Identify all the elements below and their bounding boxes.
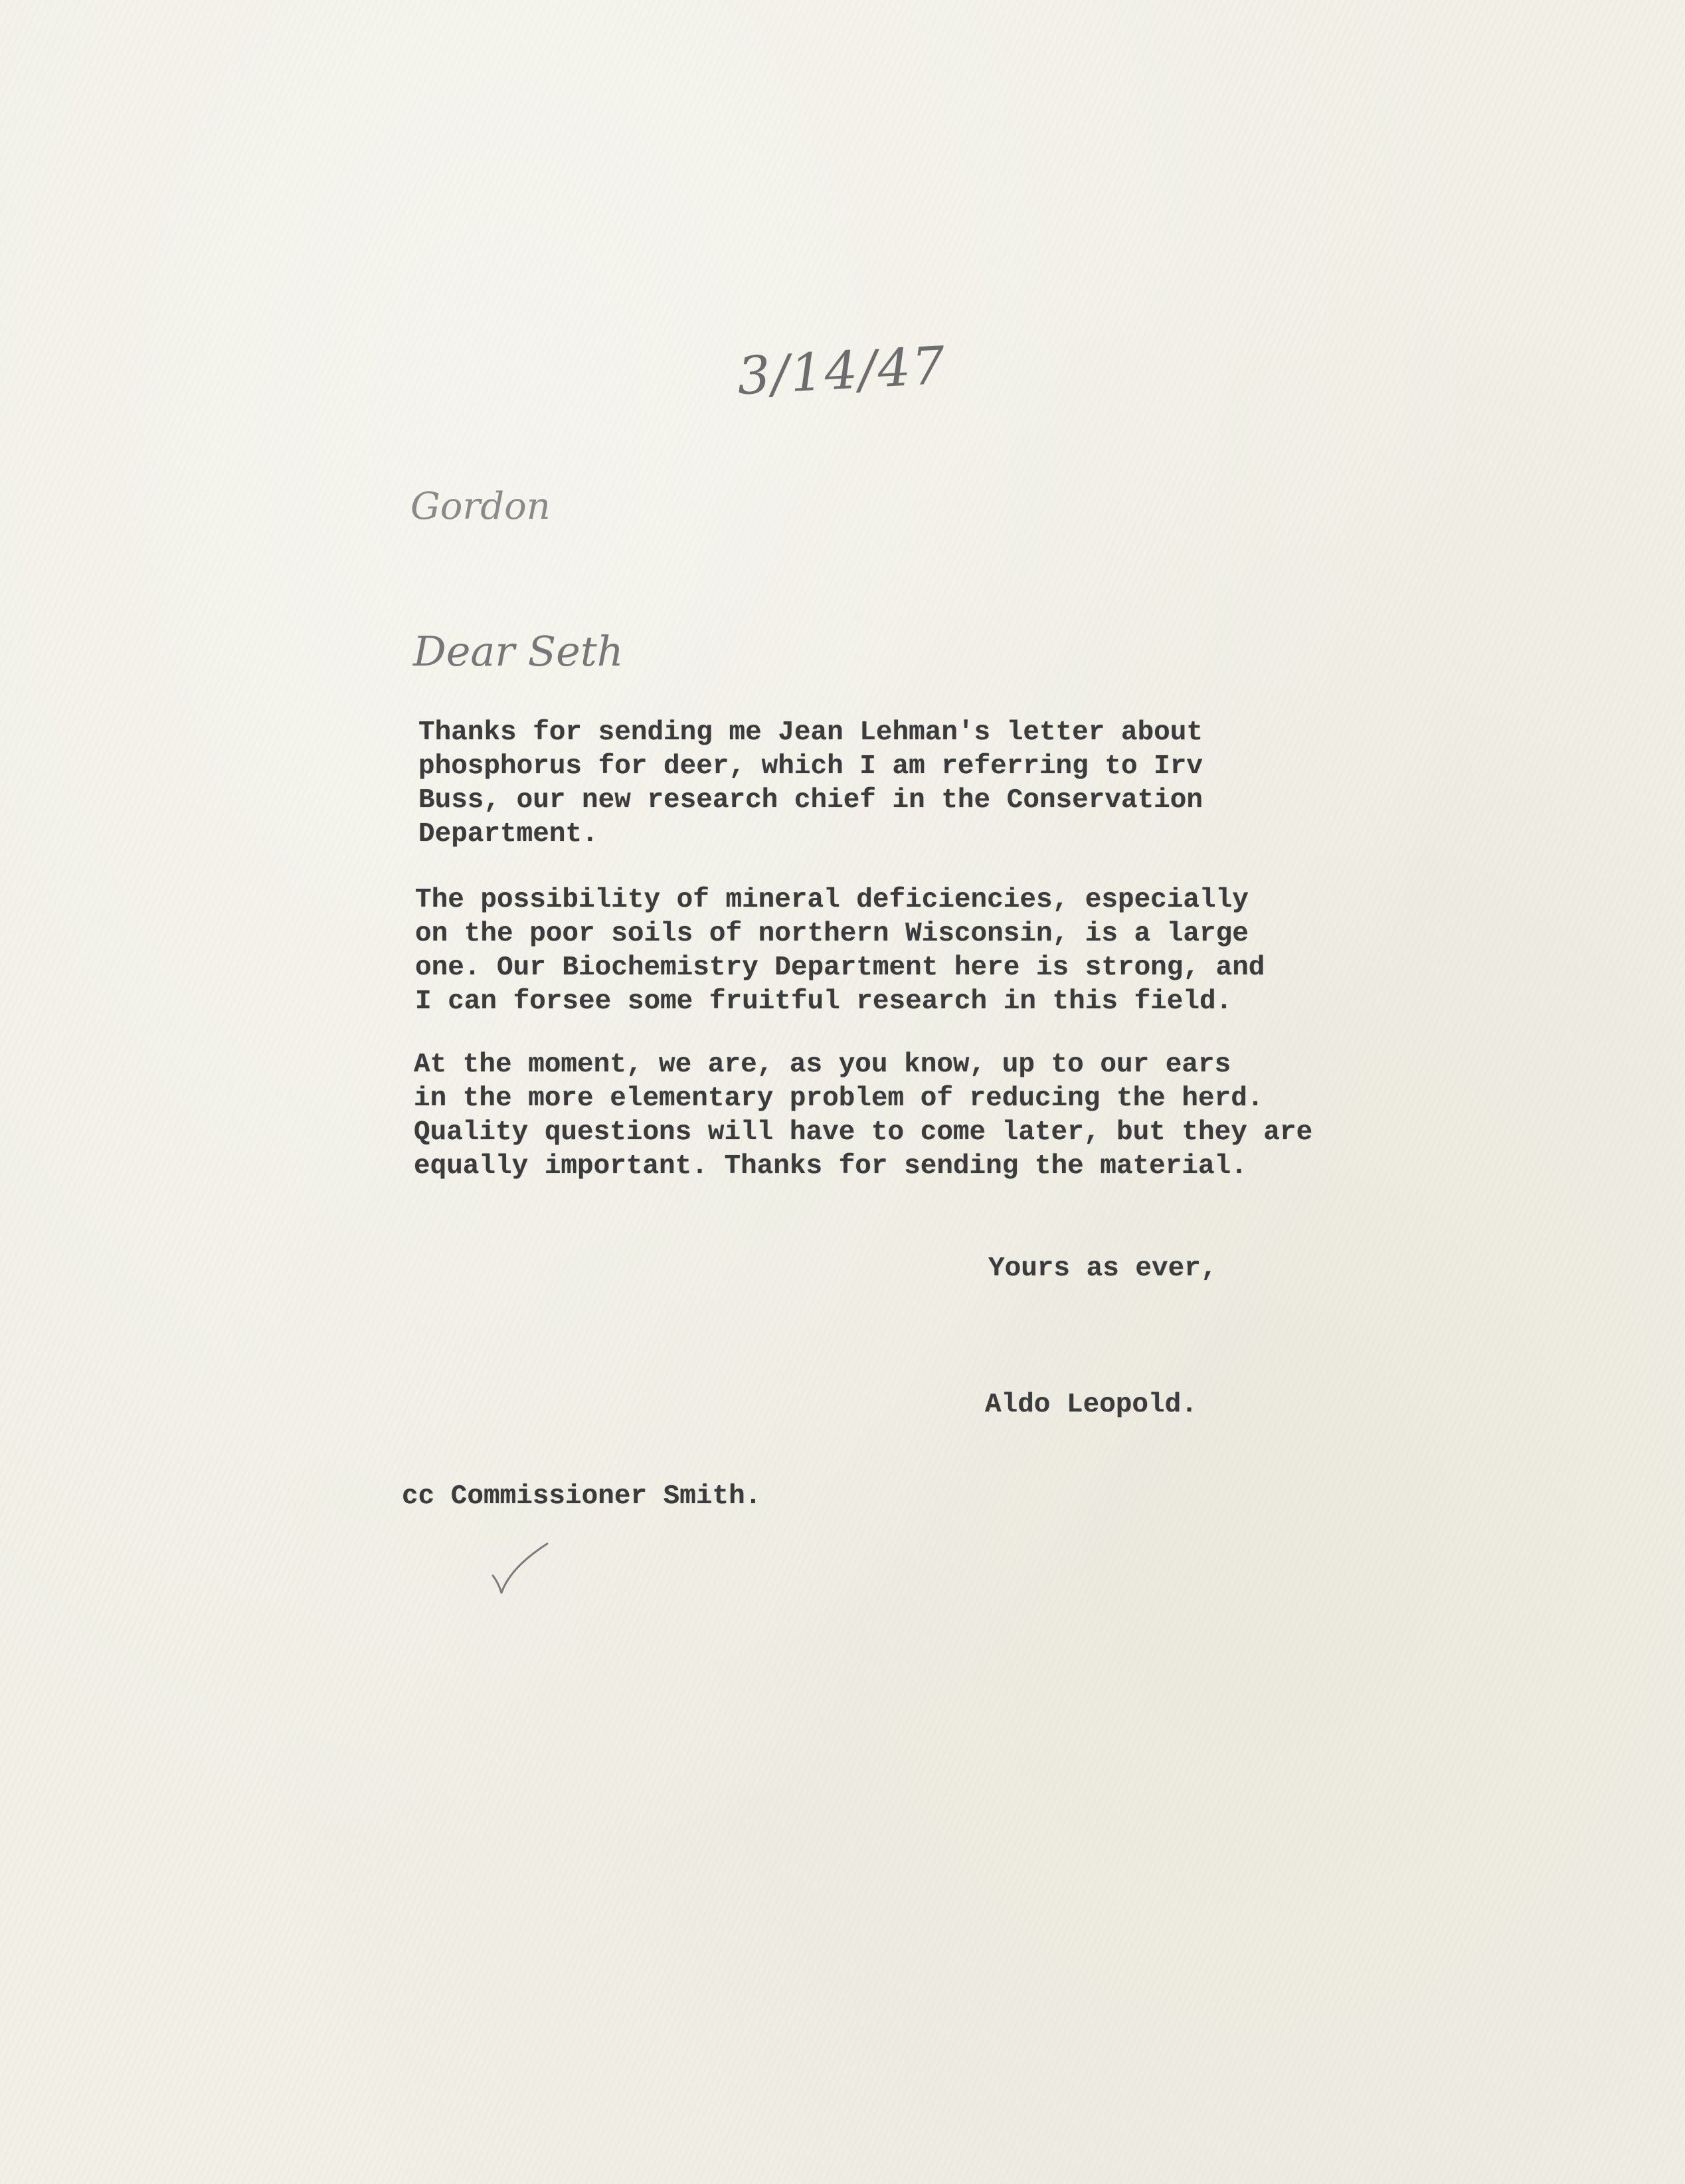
checkmark-icon xyxy=(490,1541,550,1601)
letter-paragraph-3 xyxy=(414,1048,1312,1184)
handwritten-gordon-note: Gordon xyxy=(410,485,551,528)
paragraph-line: in the more elementary problem of reducing the herd. xyxy=(414,1083,1264,1114)
paragraph-line: The possibility of mineral deficiencies, especially xyxy=(415,885,1249,915)
paragraph-line: Thanks for sending me Jean Lehman's letter about xyxy=(418,717,1203,748)
paragraph-line: At the moment, we are, as you know, up to our ears xyxy=(414,1049,1231,1080)
carbon-copy-line: cc Commissioner Smith. xyxy=(402,1481,762,1512)
paragraph-line: phosphorus for deer, which I am referring to Irv xyxy=(418,751,1203,782)
letter-paragraph-2 xyxy=(415,883,1265,1019)
letter-signature: Aldo Leopold. xyxy=(985,1390,1197,1420)
paragraph-line: Department. xyxy=(418,819,598,850)
paragraph-line: one. Our Biochemistry Department here is strong, and xyxy=(415,953,1265,983)
letter-paragraph-1 xyxy=(418,716,1203,852)
handwritten-date: 3/14/47 xyxy=(735,335,948,407)
letter-closing: Yours as ever, xyxy=(988,1253,1217,1284)
paragraph-line: I can forsee some fruitful research in this field. xyxy=(415,986,1233,1017)
paragraph-line: Buss, our new research chief in the Conservation xyxy=(418,785,1203,816)
paragraph-line: Quality questions will have to come later, but they are xyxy=(414,1117,1313,1148)
handwritten-salutation: Dear Seth xyxy=(413,627,624,676)
paragraph-line: equally important. Thanks for sending the material. xyxy=(414,1151,1247,1182)
paragraph-line: on the poor soils of northern Wisconsin, is a large xyxy=(415,919,1249,949)
